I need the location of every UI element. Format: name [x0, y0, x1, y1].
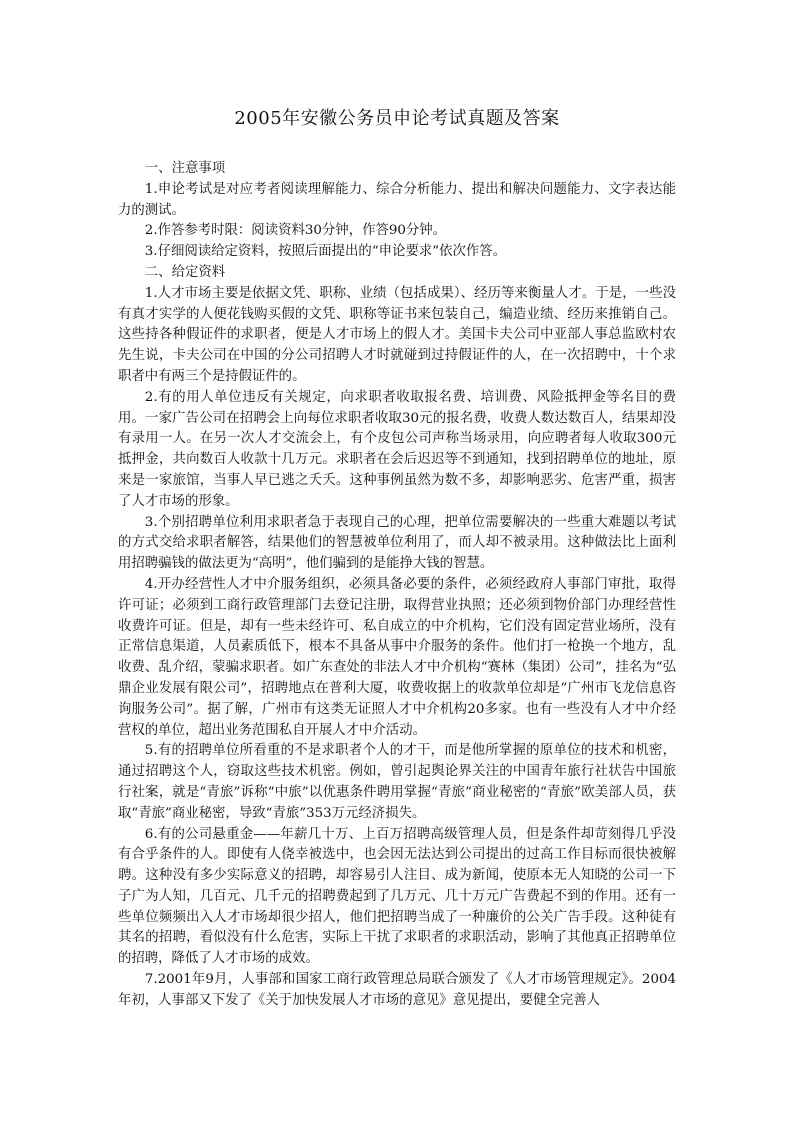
document-body — [118, 159, 676, 1012]
paragraph-material-2: 2.有的用人单位违反有关规定，向求职者收取报名费、培训费、风险抵押金等名目的费用。一家广告公司在招聘会上向每位求职者收取30元的报名费，收费人数达数百人，结果却没有录用一人。在另一次人才交流会上，有个皮包公司声称当场录用，向应聘者每人收取300元抵押金，共向数百人收款十几万元。求职者在会后迟迟等不到通知，找到招聘单位的地址，原来是一家旅馆，当事人早已逃之夭夭。这种事例虽然为数不多，却影响恶劣、危害严重，损害了人才市场的形象。 — [118, 389, 676, 509]
paragraph-material-3: 3.个别招聘单位利用求职者急于表现自己的心理，把单位需要解决的一些重大难题以考试的方式交给求职者解答，结果他们的智慧被单位利用了，而人却不被录用。这种做法比上面利用招聘骗钱的做法更为“高明”，他们骗到的是能挣大钱的智慧。 — [118, 514, 676, 572]
paragraph-material-7: 7.2001年9月，人事部和国家工商行政管理总局联合颁发了《人才市场管理规定》。2004年初，人事部又下发了《关于加快发展人才市场的意见》意见提出，要健全完善人 — [118, 972, 676, 1008]
paragraph-material-1: 1.人才市场主要是依据文凭、职称、业绩（包括成果）、经历等来衡量人才。于是，一些没有真才实学的人便花钱购买假的文凭、职称等证书来包装自己，编造业绩、经历来推销自己。这些持各种假证件的求职者，便是人才市场上的假人才。美国卡夫公司中亚部人事总监欧村农先生说，卡夫公司在中国的分公司招聘人才时就碰到过持假证件的人，在一次招聘中，十个求职者中有两三个是持假证件的。 — [118, 285, 676, 384]
paragraph-note-1: 1.申论考试是对应考者阅读理解能力、综合分析能力、提出和解决问题能力、文字表达能力的测试。 — [118, 181, 676, 218]
document-title: 2005年安徽公务员申论考试真题及答案 — [234, 108, 560, 129]
section-heading-notes: 一、注意事项 — [144, 161, 226, 176]
paragraph-material-4: 4.开办经营性人才中介服务组织，必须具备必要的条件，必须经政府人事部门审批，取得许可证；必须到工商行政管理部门去登记注册，取得营业执照；还必须到物价部门办理经营性收费许可证。但是，却有一些未经许可、私自成立的中介机构，它们没有固定营业场所，没有正常信息渠道，人员素质低下，根本不具备从事中介服务的条件。他们打一枪换一个地方，乱收费、乱介绍，蒙骗求职者。如广东查处的非法人才中介机构“赛林（集团）公司”，挂名为“弘鼎企业发展有限公司”，招聘地点在普利大厦，收费收据上的收款单位却是“广州市飞龙信息咨询服务公司”。据了解，广州市有这类无证照人才中介机构20多家。也有一些没有人才中介经营权的单位，超出业务范围私自开展人才中介活动。 — [118, 576, 676, 738]
section-heading-materials: 二、给定资料 — [144, 264, 226, 280]
paragraph-material-5: 5.有的招聘单位所看重的不是求职者个人的才干，而是他所掌握的原单位的技术和机密，通过招聘这个人，窃取这些技术机密。例如，曾引起舆论界关注的中国青年旅行社状告中国旅行社案，就是“青旅”诉称“中旅”以优惠条件聘用掌握“青旅”商业秘密的“青旅”欧美部人员，获取“青旅”商业秘密，导致“青旅”353万元经济损失。 — [118, 743, 676, 821]
paragraph-note-2: 2.作答参考时限：阅读资料30分钟，作答90分钟。 — [144, 223, 447, 239]
paragraph-note-3: 3.仔细阅读给定资料，按照后面提出的“申论要求”依次作答。 — [144, 244, 507, 260]
paragraph-material-6: 6.有的公司悬重金——年薪几十万、上百万招聘高级管理人员，但是条件却苛刻得几乎没有合乎条件的人。即使有人侥幸被选中，也会因无法达到公司提出的过高工作目标而很快被解聘。这种没有多少实际意义的招聘，却容易引人注目、成为新闻，使原本无人知晓的公司一下子广为人知，几百元、几千元的招聘费起到了几万元、几十万元广告费起不到的作用。还有一些单位频频出入人才市场却很少招人，他们把招聘当成了一种廉价的公关广告手段。这种徒有其名的招聘，看似没有什么危害，实际上干扰了求职者的求职活动，影响了其他真正招聘单位的招聘，降低了人才市场的成效。 — [118, 826, 676, 967]
